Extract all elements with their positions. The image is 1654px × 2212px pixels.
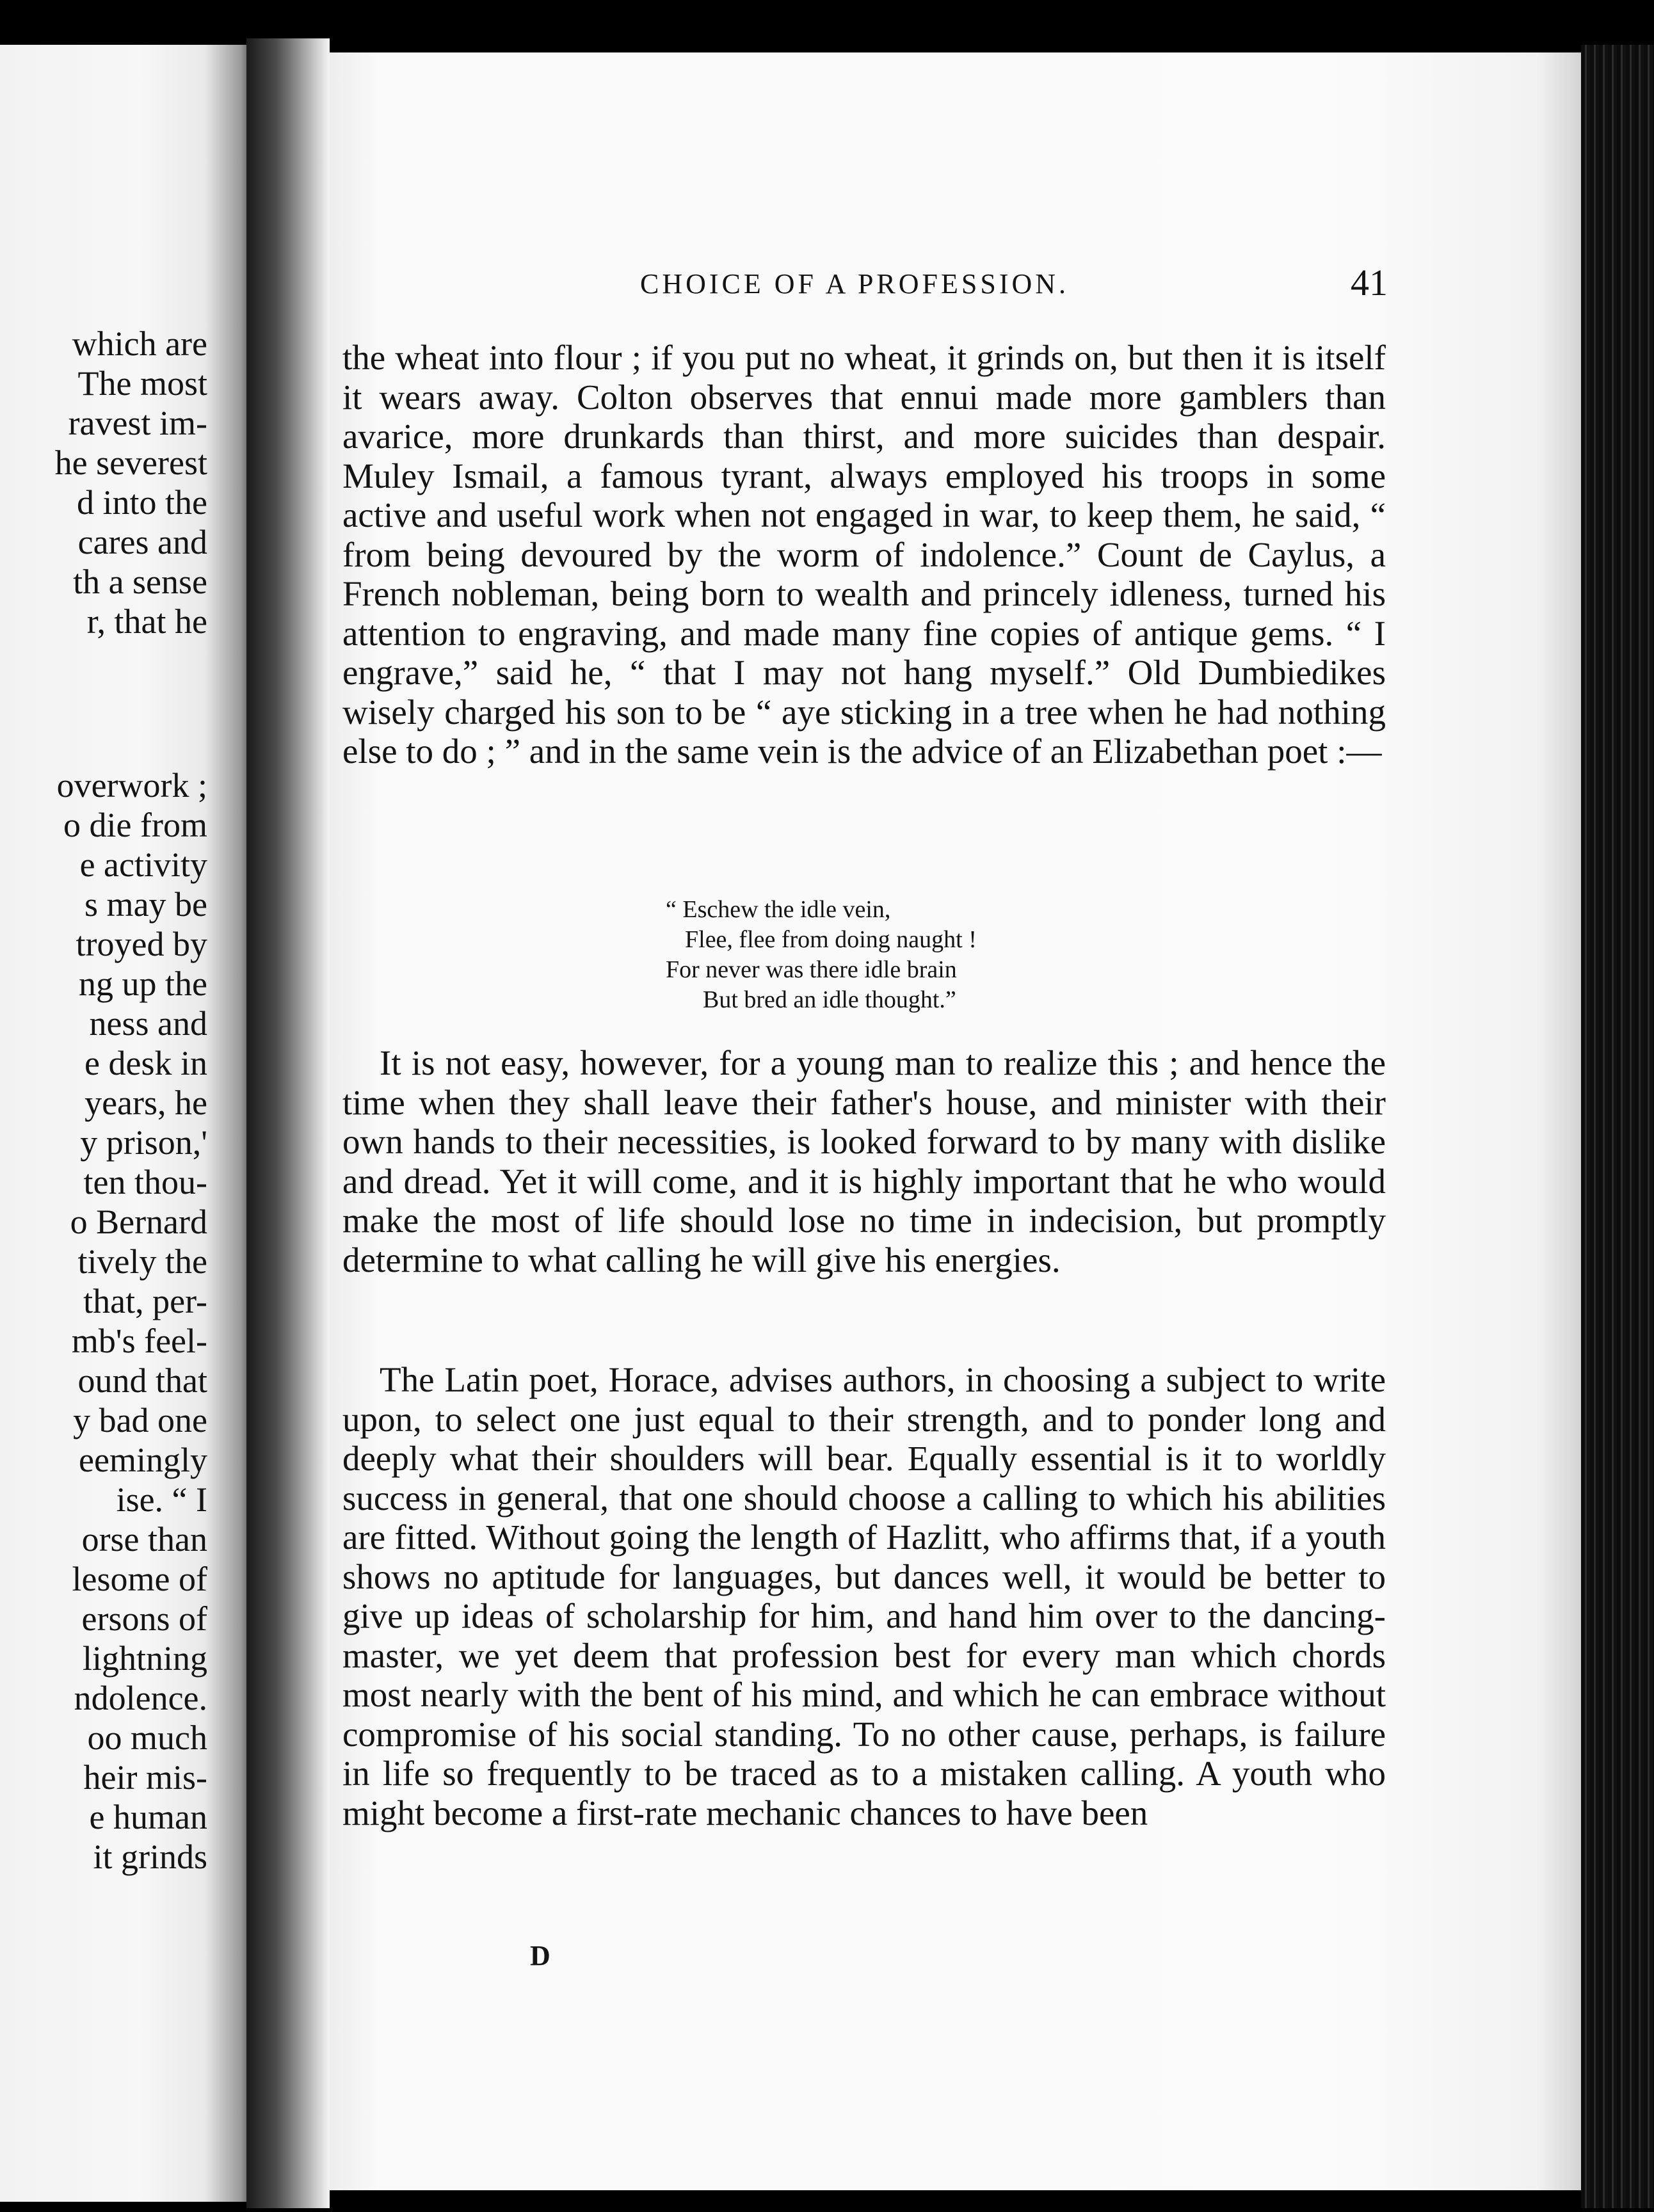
paragraph-1: the wheat into flour ; if you put no wheat, it grinds on, but then it is itself it wears away. Colton observes that ennui made more gamblers than avarice, more drunkards than thirst, and more suicides than despair. Muley Ismail, a famous tyrant, always employed his troops in some active and useful work when not engaged in war, to keep them, he said, “ from being devoured by the worm of indolence.” Count de Caylus, a French nobleman, being born to wealth and princely idleness, turned his attention to engraving, and made many fine copies of antique gems. “ I engrave,” said he, “ that I may not hang myself.” Old Dumbiedikes wisely charged his son to be “ aye sticking in a tree when he had nothing else to do ; ” and in the same vein is the advice of an Elizabethan poet :— xyxy=(342,338,1386,771)
verse-line: Flee, flee from doing naught ! xyxy=(685,926,977,953)
left-line: o Bernard xyxy=(70,1203,207,1241)
left-line: eemingly xyxy=(79,1441,207,1479)
left-line: e human xyxy=(89,1798,207,1836)
verse-quotation xyxy=(666,895,1178,1015)
page-edge-stack xyxy=(1581,45,1654,2208)
left-line: overwork ; xyxy=(56,766,207,805)
previous-page-fragment xyxy=(0,45,256,2202)
left-line: that, per- xyxy=(83,1282,207,1320)
left-line: ness and xyxy=(89,1004,207,1043)
page-number: 41 xyxy=(1351,262,1388,303)
left-line: th a sense xyxy=(73,563,207,601)
left-line: oo much xyxy=(87,1719,207,1757)
left-line: lightning xyxy=(82,1639,207,1678)
left-line: cares and xyxy=(77,523,207,561)
paragraph-2: It is not easy, however, for a young man to realize this ; and hence the time when they shall leave their father's house, and minister with their own hands to their necessities, is looked forward to by many with dislike and dread. Yet it will come, and it is highly important that he who would make the most of life should lose no time in indecision, but promptly determine to what calling he will give his energies. xyxy=(342,1043,1386,1279)
running-head: CHOICE OF A PROFESSION. xyxy=(640,268,1070,300)
left-line: ound that xyxy=(77,1361,207,1400)
signature-mark: D xyxy=(530,1940,550,1971)
paragraph-3: The Latin poet, Horace, advises authors, in choosing a subject to write upon, to select one just equal to their strength, and to ponder long and deeply what their shoulders will bear. Equally essential is it to worldly success in general, that one should choose a calling to which his abilities are fitted. Without going the length of Hazlitt, who affirms that, if a youth shows no aptitude for languages, but dances well, it would be better to give up ideas of scholarship for him, and hand him over to the dancing-master, we yet deem that profession best for every man which chords most nearly with the bent of his mind, and which he can embrace without compromise of his social standing. To no other cause, perhaps, is failure in life so frequently to be traced as to a mistaken calling. A youth who might become a first-rate mechanic chances to have been xyxy=(342,1360,1386,1832)
left-line: mb's feel- xyxy=(71,1322,207,1360)
left-line: e desk in xyxy=(84,1044,207,1082)
left-line: y prison,' xyxy=(80,1123,207,1162)
left-line: which are xyxy=(72,325,207,363)
left-line: r, that he xyxy=(86,602,207,641)
left-line: he severest xyxy=(54,444,207,482)
left-line: ng up the xyxy=(79,965,207,1003)
verse-line: But bred an idle thought.” xyxy=(703,986,956,1013)
verse-line: “ Eschew the idle vein, xyxy=(666,896,891,923)
left-line: o die from xyxy=(63,806,207,844)
left-line: ten thou- xyxy=(83,1163,207,1201)
left-line: years, he xyxy=(84,1084,207,1122)
left-line: s may be xyxy=(84,885,207,924)
left-line: it grinds xyxy=(93,1838,207,1876)
left-line: heir mis- xyxy=(83,1758,207,1797)
left-line: troyed by xyxy=(76,925,207,963)
verse-line: For never was there idle brain xyxy=(666,956,957,983)
left-line: tively the xyxy=(77,1242,207,1281)
left-line: orse than xyxy=(81,1520,207,1559)
left-line: ise. “ I xyxy=(116,1480,207,1519)
left-line: d into the xyxy=(77,483,207,522)
left-line: lesome of xyxy=(72,1560,207,1598)
left-line: ersons of xyxy=(81,1599,207,1638)
left-line: ravest im- xyxy=(68,404,207,442)
book-gutter-shadow xyxy=(246,38,330,2208)
left-line: y bad one xyxy=(73,1401,207,1439)
left-line: The most xyxy=(77,364,207,403)
left-line: ndolence. xyxy=(74,1679,207,1717)
left-line: e activity xyxy=(79,846,207,884)
